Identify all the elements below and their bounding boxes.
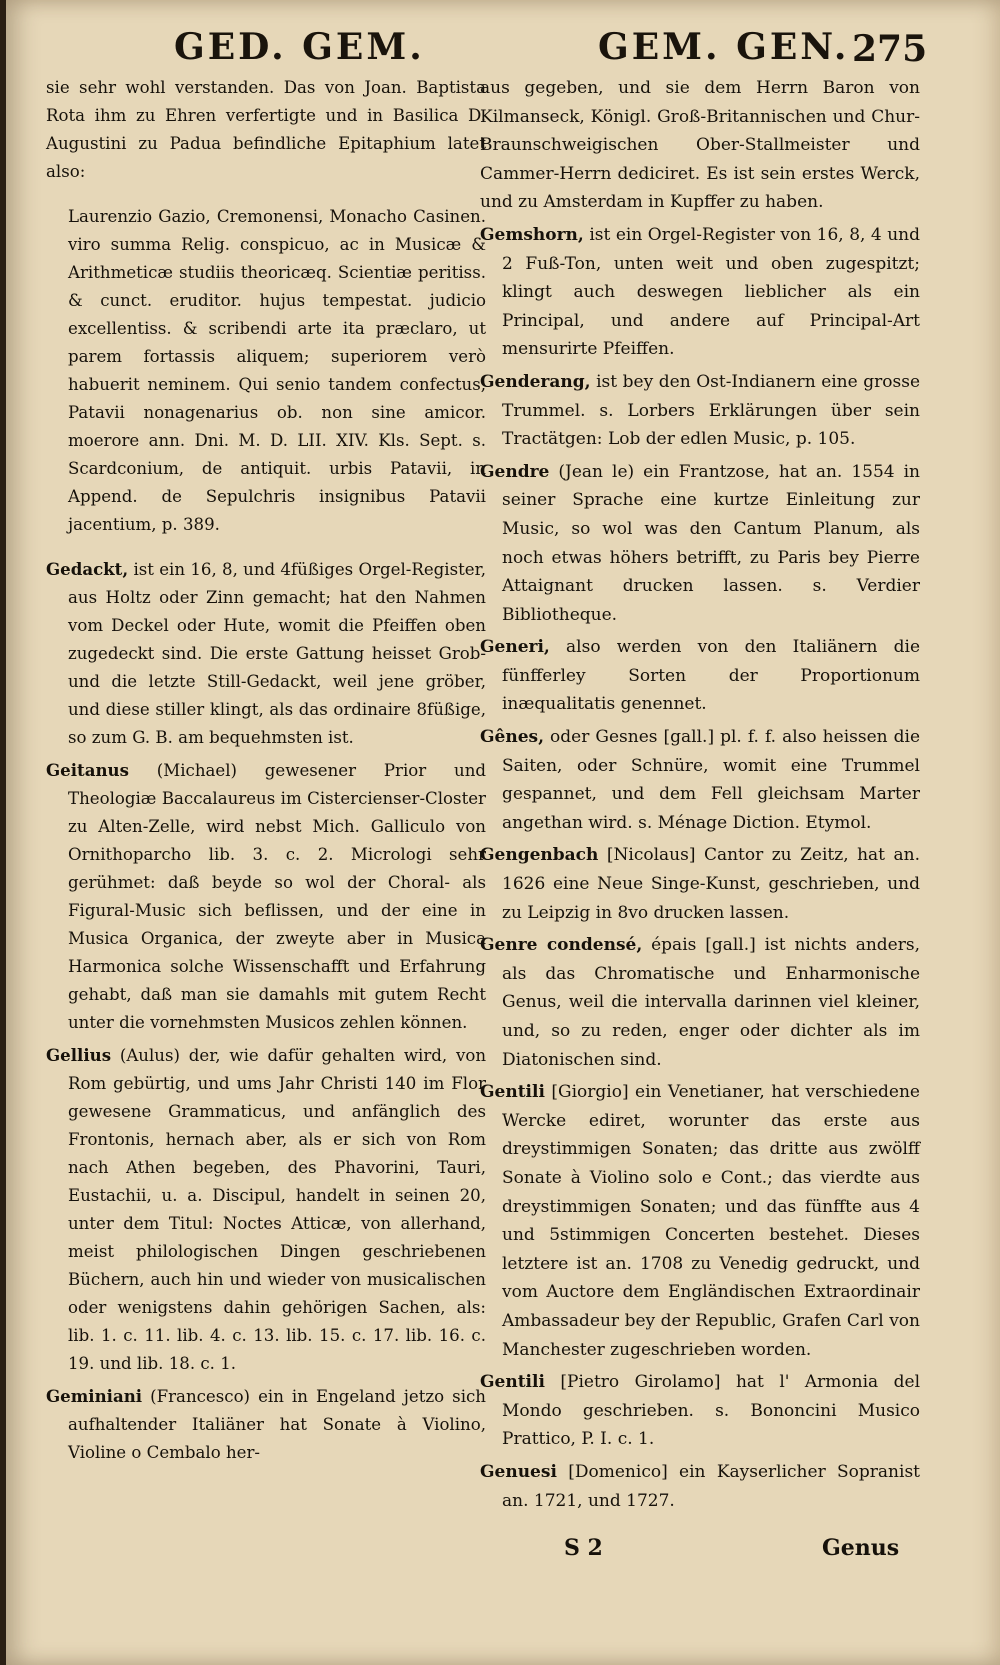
dictionary-entry <box>480 1368 920 1454</box>
continuation-text: sie sehr wohl verstanden. Das von Joan. Baptista Rota ihm zu Ehren verfertigte und in Basilica D. Augustini zu Padua befindliche Epitaphium latet also: <box>46 78 486 181</box>
entry-headword: Gemshorn, <box>480 224 584 245</box>
entry-text: [Giorgio] ein Venetianer, hat verschiedene Wercke ediret, worunter das erste aus dreystimmigen Sonaten; das dritte aus zwölff Sonate à Violino solo e Cont.; das vierdte aus dreystimmigen Sonaten; und das fünffte aus 4 und 5stimmigen Concerten bestehet. Dieses letztere ist an. 1708 zu Venedig gedruckt, und vom Auctore dem Engländischen Extraordinair Ambassadeur bey der Republic, Grafen Carl von Manchester zugeschrieben worden. <box>502 1082 920 1360</box>
dictionary-entry <box>480 841 920 927</box>
entry-text: oder Gesnes [gall.] pl. f. f. also heissen die Saiten, oder Schnüre, womit eine Trummel gespannet, und dem Fell gleichsam Marter angethan wird. s. Ménage Diction. Etymol. <box>502 727 920 833</box>
entry-text: (Michael) gewesener Prior und Theologiæ Baccalaureus im Cistercienser-Closter zu Alten-Zelle, wird nebst Mich. Galliculo von Ornithoparcho lib. 3. c. 2. Micrologi sehr gerühmet: daß beyde so wol der Choral- als Figural-Music sich beflissen, und der eine in Musica Organica, der zweyte aber in Musica Harmonica solche Wissenschafft und Erfahrung gehabt, daß man sie damahls mit gutem Recht unter die vornehmsten Musicos zehlen können. <box>68 761 487 1033</box>
dictionary-entry <box>480 221 920 364</box>
dictionary-entry <box>480 1078 920 1364</box>
entry-text: (Aulus) der, wie dafür gehalten wird, von Rom gebürtig, und ums Jahr Christi 140 im Flor gewesene Grammaticus, und anfänglich des Frontonis, hernach aber, als er sich von Rom nach Athen begeben, des Phavorini, Tauri, Eustachii, u. a. Discipul, handelt in seinen 20, unter dem Titul: Noctes Atticæ, von allerhand, meist philologischen Dingen geschriebenen Büchern, auch hin und wieder von musicalischen oder wenigstens dahin gehörigen Sachen, als: lib. 1. c. 11. lib. 4. c. 13. lib. 15. c. 17. lib. 16. c. 19. und lib. 18. c. 1. <box>68 1046 487 1374</box>
dictionary-entry <box>46 1382 486 1467</box>
entry-headword: Genuesi <box>480 1461 557 1482</box>
left-column <box>46 74 486 1471</box>
dictionary-entry <box>480 633 920 719</box>
catchword: Genus <box>822 1535 900 1561</box>
entry-text: [Domenico] ein Kayserlicher Sopranist an. 1721, und 1727. <box>502 1461 920 1511</box>
signature-mark: S 2 <box>564 1535 603 1561</box>
right-column <box>480 74 920 1519</box>
entry-headword: Gedackt, <box>46 559 129 580</box>
entry-text: ist ein 16, 8, und 4füßiges Orgel-Register, aus Holtz oder Zinn gemacht; hat den Nahmen vom Deckel oder Hute, womit die Pfeiffen oben zugedeckt sind. Die erste Gattung heisset Grob- und die letzte Still-Gedackt, weil jene gröber, und diese stiller klingt, als das ordinaire 8füßige, so zum G. B. am bequehmsten ist. <box>68 560 486 748</box>
entry-text: (Francesco) ein in Engeland jetzo sich aufhaltender Italiäner hat Sonate à Violino, Violine o Cembalo her- <box>68 1387 486 1463</box>
entry-text: [Pietro Girolamo] hat l' Armonia del Mondo geschrieben. s. Bononcini Musico Prattico, P. I. c. 1. <box>502 1372 920 1450</box>
entry-headword: Gênes, <box>480 727 544 748</box>
dictionary-entry <box>480 931 920 1074</box>
entry-headword: Gentili <box>480 1082 545 1103</box>
dictionary-entry <box>46 555 486 752</box>
continuation-text: aus gegeben, und sie dem Herrn Baron von Kilmanseck, Königl. Groß-Britannischen und Chur-Braunschweigischen Ober-Stallmeister und Cammer-Herrn dediciret. Es ist sein erstes Werck, und zu Amsterdam in Kupffer zu haben. <box>480 78 920 213</box>
dictionary-entry <box>480 368 920 454</box>
right-running-title: GEM. GEN. <box>598 26 850 68</box>
dictionary-entry <box>480 1458 920 1515</box>
dictionary-entry <box>46 756 486 1037</box>
dictionary-entry <box>480 723 920 837</box>
book-page <box>6 0 1000 1665</box>
entry-headword: Gendre <box>480 461 550 482</box>
running-header <box>6 18 1000 78</box>
entry-headword: Generi, <box>480 637 550 658</box>
entry-text: ist ein Orgel-Register von 16, 8, 4 und 2 Fuß-Ton, unten weit und oben zugespitzt; klingt auch deswegen lieblicher als ein Principal, und andere auf Principal-Art mensurirte Pfeiffen. <box>502 224 920 360</box>
page-footer <box>6 1535 1000 1575</box>
entry-headword: Genre condensé, <box>480 935 643 956</box>
entry-headword: Gellius <box>46 1045 112 1066</box>
left-running-title: GED. GEM. <box>174 26 425 68</box>
page-number: 275 <box>852 28 928 70</box>
entry-text: épais [gall.] ist nichts anders, als das Chromatische und Enharmonische Genus, weil die intervalla darinnen viel kleiner, und, so zu reden, enger oder dichter als im Diatonischen sind. <box>502 935 920 1070</box>
entry-text: ist bey den Ost-Indianern eine grosse Trummel. s. Lorbers Erklärungen über sein Tractätgen: Lob der edlen Music, p. 105. <box>502 371 921 450</box>
entry-headword: Gentili <box>480 1372 545 1393</box>
entry-headword: Geminiani <box>46 1386 143 1407</box>
entry-headword: Genderang, <box>480 371 591 392</box>
entry-text: (Jean le) ein Frantzose, hat an. 1554 in seiner Sprache eine kurtze Einleitung zur Music, so wol was den Cantum Planum, als noch etwas höhers betrifft, zu Paris bey Pierre Attaignant drucken lassen. s. Verdier Bibliotheque. <box>502 461 921 625</box>
entry-text: also werden von den Italiänern die fünfferley Sorten der Proportionum inæqualitatis genennet. <box>502 637 921 715</box>
entry-text: [Nicolaus] Cantor zu Zeitz, hat an. 1626 eine Neue Singe-Kunst, geschrieben, und zu Leipzig in 8vo drucken lassen. <box>502 845 920 923</box>
entry-headword: Gengenbach <box>480 845 599 866</box>
dictionary-entry <box>480 458 920 630</box>
epitaph-text: Laurenzio Gazio, Cremonensi, Monacho Casinen. viro summa Relig. conspicuo, ac in Musicæ & Arithmeticæ studiis theoricæq. Scientiæ peritiss. & cunct. eruditor. hujus tempestat. judicio excellentiss. & scribendi arte ita præclaro, ut parem fortassis aliquem; superiorem verò habuerit neminem. Qui senio tandem confectus, Patavii nonagenarius ob. non sine amicor. moerore ann. Dni. M. D. LII. XIV. Kls. Sept. s. Scardconium, de antiquit. urbis Patavii, in Append. de Sepulchris insignibus Patavii jacentium, p. 389. <box>68 206 486 534</box>
entry-headword: Geitanus <box>46 760 129 781</box>
dictionary-entry <box>46 1041 486 1378</box>
